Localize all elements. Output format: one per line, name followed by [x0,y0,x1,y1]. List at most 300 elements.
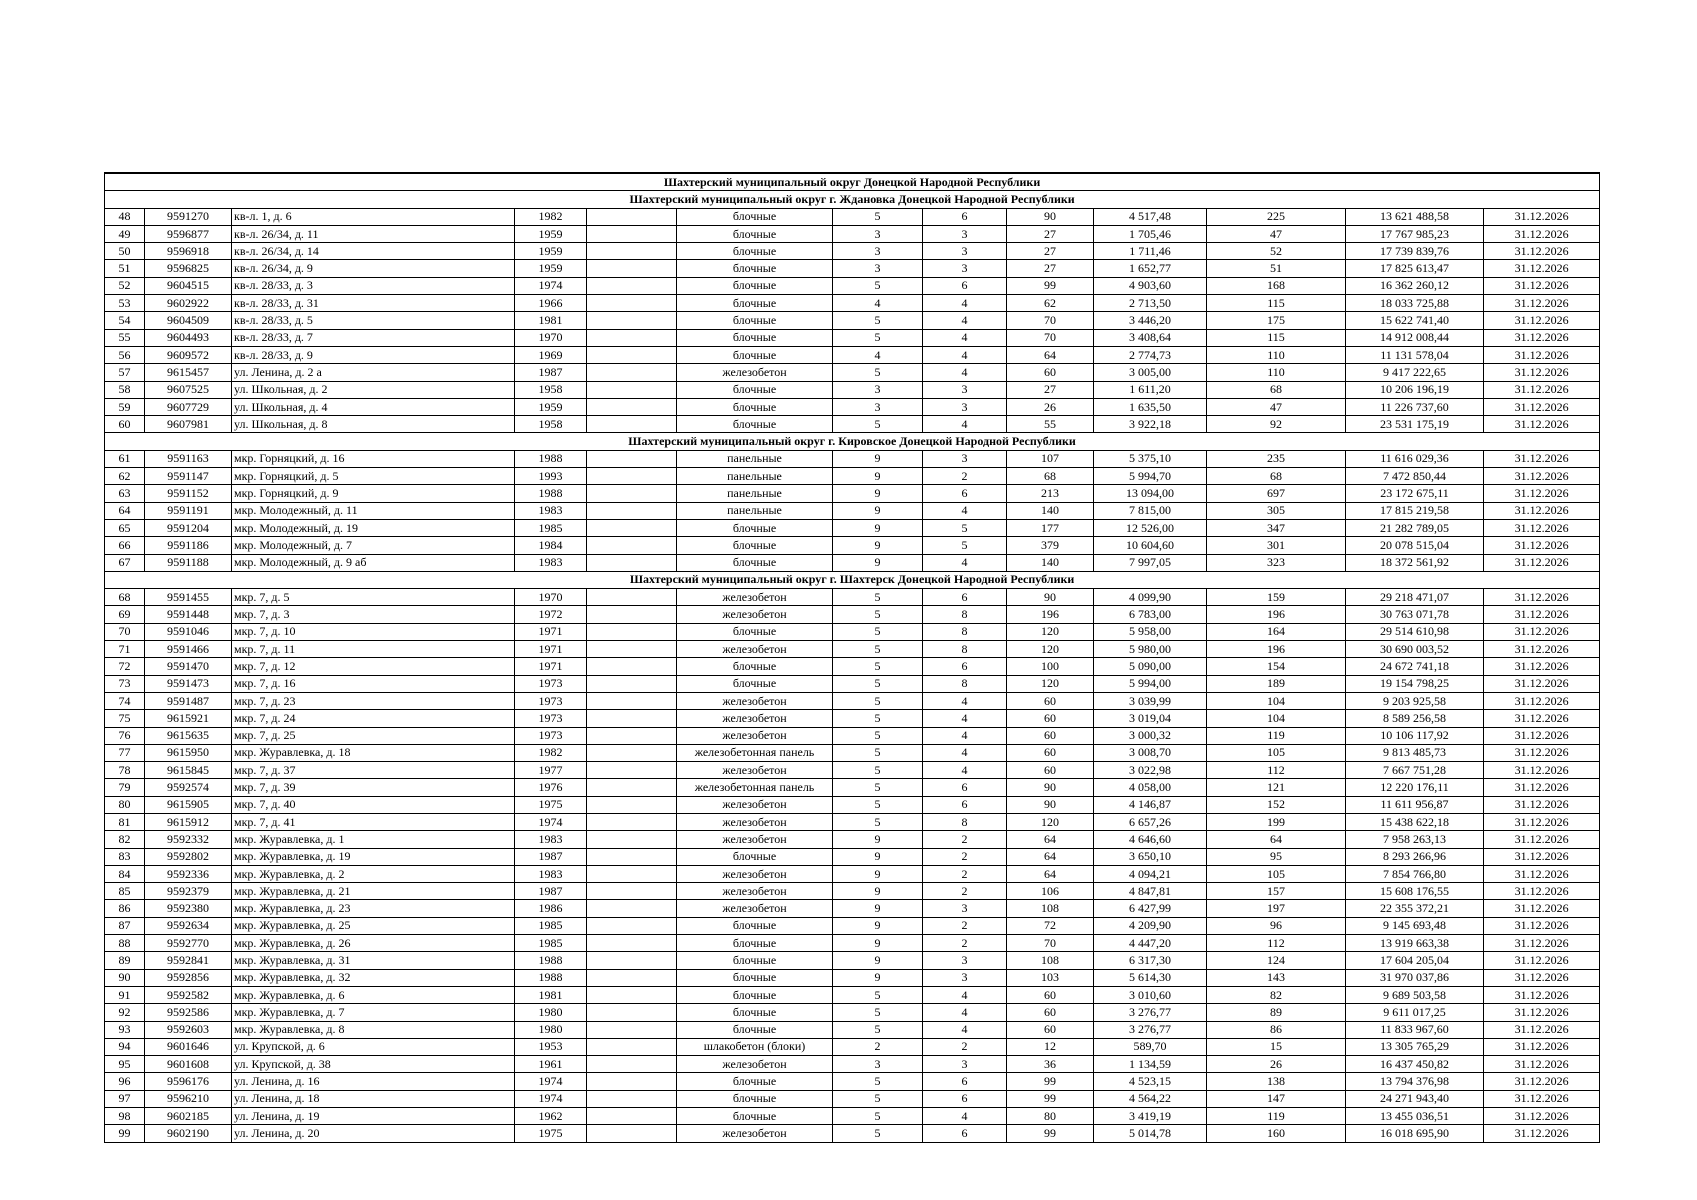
empty-cell-cell [587,865,677,882]
area-cell: 3 008,70 [1094,744,1207,761]
floors-cell: 5 [833,796,923,813]
building-id-cell: 9607525 [145,381,232,398]
area-cell: 5 980,00 [1094,641,1207,658]
deadline-cell: 31.12.2026 [1484,1021,1600,1038]
floors-cell: 3 [833,260,923,277]
area-cell: 2 774,73 [1094,346,1207,363]
wall-material-cell: блочные [677,935,833,952]
entrances-cell: 2 [923,848,1007,865]
year-built-cell: 1959 [515,398,587,415]
building-id-cell: 9615921 [145,710,232,727]
area-cell: 3 922,18 [1094,416,1207,433]
area-cell: 3 276,77 [1094,1004,1207,1021]
year-built-cell: 1962 [515,1108,587,1125]
address-cell: мкр. Молодежный, д. 19 [232,519,515,536]
year-built-cell: 1976 [515,779,587,796]
empty-cell-cell [587,277,677,294]
floors-cell: 5 [833,986,923,1003]
wall-material-cell: железобетон [677,606,833,623]
year-built-cell: 1973 [515,727,587,744]
floors-cell: 5 [833,744,923,761]
cost-cell: 11 833 967,60 [1346,1021,1484,1038]
year-built-cell: 1958 [515,416,587,433]
residents-cell: 157 [1207,883,1346,900]
empty-cell-cell [587,1021,677,1038]
wall-material-cell: панельные [677,468,833,485]
year-built-cell: 1974 [515,1073,587,1090]
address-cell: ул. Школьная, д. 2 [232,381,515,398]
cost-cell: 11 131 578,04 [1346,346,1484,363]
wall-material-cell: блочные [677,260,833,277]
cost-cell: 22 355 372,21 [1346,900,1484,917]
table-row [105,710,1600,727]
deadline-cell: 31.12.2026 [1484,917,1600,934]
cost-cell: 9 203 925,58 [1346,692,1484,709]
empty-cell-cell [587,1125,677,1142]
address-cell: мкр. Молодежный, д. 7 [232,537,515,554]
building-id-cell: 9592634 [145,917,232,934]
wall-material-cell: железобетон [677,692,833,709]
row-number-cell: 51 [105,260,145,277]
table-row [105,986,1600,1003]
residents-cell: 112 [1207,935,1346,952]
wall-material-cell: блочные [677,398,833,415]
entrances-cell: 8 [923,675,1007,692]
residents-cell: 225 [1207,208,1346,225]
apartments-cell: 106 [1007,883,1094,900]
building-id-cell: 9592802 [145,848,232,865]
building-id-cell: 9609572 [145,346,232,363]
area-cell: 4 058,00 [1094,779,1207,796]
address-cell: мкр. 7, д. 5 [232,589,515,606]
entrances-cell: 3 [923,243,1007,260]
table-row [105,450,1600,467]
apartments-cell: 120 [1007,623,1094,640]
cost-cell: 11 616 029,36 [1346,450,1484,467]
building-id-cell: 9615912 [145,813,232,830]
residents-cell: 175 [1207,312,1346,329]
deadline-cell: 31.12.2026 [1484,675,1600,692]
wall-material-cell: блочные [677,986,833,1003]
entrances-cell: 4 [923,1021,1007,1038]
address-cell: ул. Крупской, д. 6 [232,1038,515,1055]
empty-cell-cell [587,537,677,554]
floors-cell: 5 [833,1004,923,1021]
row-number-cell: 55 [105,329,145,346]
table-row [105,554,1600,571]
area-cell: 4 447,20 [1094,935,1207,952]
entrances-cell: 5 [923,519,1007,536]
building-id-cell: 9601608 [145,1056,232,1073]
building-id-cell: 9592336 [145,865,232,882]
year-built-cell: 1971 [515,658,587,675]
row-number-cell: 91 [105,986,145,1003]
entrances-cell: 2 [923,1038,1007,1055]
apartments-cell: 70 [1007,935,1094,952]
building-id-cell: 9596210 [145,1090,232,1107]
table-row [105,641,1600,658]
empty-cell-cell [587,727,677,744]
floors-cell: 3 [833,243,923,260]
row-number-cell: 88 [105,935,145,952]
residents-cell: 26 [1207,1056,1346,1073]
apartments-cell: 90 [1007,779,1094,796]
area-cell: 3 010,60 [1094,986,1207,1003]
year-built-cell: 1970 [515,589,587,606]
empty-cell-cell [587,1056,677,1073]
apartments-cell: 70 [1007,312,1094,329]
table-row [105,1108,1600,1125]
apartments-cell: 27 [1007,243,1094,260]
area-cell: 6 783,00 [1094,606,1207,623]
row-number-cell: 84 [105,865,145,882]
table-row [105,1004,1600,1021]
deadline-cell: 31.12.2026 [1484,744,1600,761]
table-row [105,225,1600,242]
residents-cell: 124 [1207,952,1346,969]
year-built-cell: 1982 [515,208,587,225]
row-number-cell: 80 [105,796,145,813]
apartments-cell: 108 [1007,900,1094,917]
building-id-cell: 9601646 [145,1038,232,1055]
entrances-cell: 4 [923,710,1007,727]
floors-cell: 5 [833,658,923,675]
empty-cell-cell [587,398,677,415]
entrances-cell: 3 [923,260,1007,277]
deadline-cell: 31.12.2026 [1484,779,1600,796]
entrances-cell: 3 [923,381,1007,398]
area-cell: 12 526,00 [1094,519,1207,536]
apartments-cell: 120 [1007,813,1094,830]
residents-cell: 112 [1207,762,1346,779]
empty-cell-cell [587,243,677,260]
area-cell: 5 958,00 [1094,623,1207,640]
row-number-cell: 79 [105,779,145,796]
deadline-cell: 31.12.2026 [1484,346,1600,363]
year-built-cell: 1983 [515,865,587,882]
empty-cell-cell [587,1108,677,1125]
empty-cell-cell [587,641,677,658]
building-id-cell: 9591046 [145,623,232,640]
empty-cell-cell [587,692,677,709]
table-row [105,295,1600,312]
year-built-cell: 1985 [515,917,587,934]
year-built-cell: 1984 [515,537,587,554]
empty-cell-cell [587,900,677,917]
residents-cell: 347 [1207,519,1346,536]
cost-cell: 17 739 839,76 [1346,243,1484,260]
building-id-cell: 9591270 [145,208,232,225]
entrances-cell: 6 [923,1073,1007,1090]
apartments-cell: 107 [1007,450,1094,467]
row-number-cell: 85 [105,883,145,900]
deadline-cell: 31.12.2026 [1484,900,1600,917]
cost-cell: 13 305 765,29 [1346,1038,1484,1055]
floors-cell: 9 [833,883,923,900]
empty-cell-cell [587,208,677,225]
deadline-cell: 31.12.2026 [1484,831,1600,848]
deadline-cell: 31.12.2026 [1484,398,1600,415]
wall-material-cell: блочные [677,969,833,986]
building-id-cell: 9592841 [145,952,232,969]
residents-cell: 143 [1207,969,1346,986]
deadline-cell: 31.12.2026 [1484,225,1600,242]
apartments-cell: 80 [1007,1108,1094,1125]
cost-cell: 9 813 485,73 [1346,744,1484,761]
wall-material-cell: шлакобетон (блоки) [677,1038,833,1055]
address-cell: мкр. 7, д. 3 [232,606,515,623]
area-cell: 3 276,77 [1094,1021,1207,1038]
entrances-cell: 4 [923,727,1007,744]
row-number-cell: 97 [105,1090,145,1107]
address-cell: мкр. 7, д. 12 [232,658,515,675]
year-built-cell: 1971 [515,623,587,640]
address-cell: мкр. 7, д. 10 [232,623,515,640]
row-number-cell: 50 [105,243,145,260]
deadline-cell: 31.12.2026 [1484,692,1600,709]
cost-cell: 7 667 751,28 [1346,762,1484,779]
year-built-cell: 1987 [515,883,587,900]
floors-cell: 5 [833,1108,923,1125]
deadline-cell: 31.12.2026 [1484,589,1600,606]
floors-cell: 9 [833,917,923,934]
address-cell: мкр. 7, д. 40 [232,796,515,813]
table-row [105,623,1600,640]
year-built-cell: 1986 [515,900,587,917]
table-row [105,243,1600,260]
row-number-cell: 58 [105,381,145,398]
address-cell: ул. Крупской, д. 38 [232,1056,515,1073]
area-cell: 4 646,60 [1094,831,1207,848]
table-row [105,312,1600,329]
empty-cell-cell [587,502,677,519]
row-number-cell: 66 [105,537,145,554]
deadline-cell: 31.12.2026 [1484,883,1600,900]
cost-cell: 9 689 503,58 [1346,986,1484,1003]
apartments-cell: 60 [1007,727,1094,744]
wall-material-cell: блочные [677,917,833,934]
table-row [105,1090,1600,1107]
year-built-cell: 1961 [515,1056,587,1073]
row-number-cell: 56 [105,346,145,363]
cost-cell: 29 218 471,07 [1346,589,1484,606]
address-cell: мкр. Журавлевка, д. 19 [232,848,515,865]
address-cell: мкр. Журавлевка, д. 25 [232,917,515,934]
empty-cell-cell [587,917,677,934]
cost-cell: 10 106 117,92 [1346,727,1484,744]
table-row [105,658,1600,675]
empty-cell-cell [587,813,677,830]
table-row [105,606,1600,623]
area-cell: 13 094,00 [1094,485,1207,502]
year-built-cell: 1987 [515,364,587,381]
floors-cell: 4 [833,346,923,363]
row-number-cell: 48 [105,208,145,225]
wall-material-cell: блочные [677,243,833,260]
residents-cell: 86 [1207,1021,1346,1038]
area-cell: 4 094,21 [1094,865,1207,882]
residents-cell: 168 [1207,277,1346,294]
deadline-cell: 31.12.2026 [1484,813,1600,830]
area-cell: 4 847,81 [1094,883,1207,900]
deadline-cell: 31.12.2026 [1484,468,1600,485]
building-id-cell: 9592574 [145,779,232,796]
table-row [105,1038,1600,1055]
entrances-cell: 4 [923,346,1007,363]
entrances-cell: 4 [923,762,1007,779]
building-id-cell: 9591188 [145,554,232,571]
address-cell: мкр. Журавлевка, д. 6 [232,986,515,1003]
wall-material-cell: железобетон [677,364,833,381]
row-number-cell: 94 [105,1038,145,1055]
apartments-cell: 55 [1007,416,1094,433]
wall-material-cell: панельные [677,502,833,519]
wall-material-cell: железобетон [677,1056,833,1073]
address-cell: ул. Школьная, д. 4 [232,398,515,415]
address-cell: кв-л. 1, д. 6 [232,208,515,225]
entrances-cell: 4 [923,986,1007,1003]
cost-cell: 17 815 219,58 [1346,502,1484,519]
residents-cell: 121 [1207,779,1346,796]
row-number-cell: 68 [105,589,145,606]
entrances-cell: 4 [923,502,1007,519]
apartments-cell: 72 [1007,917,1094,934]
floors-cell: 9 [833,865,923,882]
residents-cell: 110 [1207,364,1346,381]
apartments-cell: 60 [1007,744,1094,761]
cost-cell: 12 220 176,11 [1346,779,1484,796]
apartments-cell: 108 [1007,952,1094,969]
cost-cell: 16 362 260,12 [1346,277,1484,294]
empty-cell-cell [587,1004,677,1021]
area-cell: 5 994,00 [1094,675,1207,692]
building-id-cell: 9602185 [145,1108,232,1125]
residents-cell: 52 [1207,243,1346,260]
row-number-cell: 54 [105,312,145,329]
entrances-cell: 2 [923,917,1007,934]
deadline-cell: 31.12.2026 [1484,762,1600,779]
apartments-cell: 27 [1007,260,1094,277]
apartments-cell: 64 [1007,848,1094,865]
table-row [105,675,1600,692]
year-built-cell: 1971 [515,641,587,658]
apartments-cell: 90 [1007,796,1094,813]
wall-material-cell: блочные [677,346,833,363]
area-cell: 4 099,90 [1094,589,1207,606]
row-number-cell: 76 [105,727,145,744]
year-built-cell: 1983 [515,502,587,519]
cost-cell: 7 958 263,13 [1346,831,1484,848]
building-id-cell: 9592332 [145,831,232,848]
cost-cell: 10 206 196,19 [1346,381,1484,398]
year-built-cell: 1980 [515,1021,587,1038]
building-id-cell: 9591466 [145,641,232,658]
year-built-cell: 1973 [515,692,587,709]
building-id-cell: 9591191 [145,502,232,519]
row-number-cell: 62 [105,468,145,485]
row-number-cell: 77 [105,744,145,761]
building-id-cell: 9591470 [145,658,232,675]
row-number-cell: 75 [105,710,145,727]
address-cell: мкр. 7, д. 39 [232,779,515,796]
entrances-cell: 6 [923,589,1007,606]
entrances-cell: 4 [923,329,1007,346]
area-cell: 7 815,00 [1094,502,1207,519]
residents-cell: 47 [1207,398,1346,415]
empty-cell-cell [587,796,677,813]
floors-cell: 9 [833,848,923,865]
floors-cell: 5 [833,641,923,658]
table-row [105,416,1600,433]
entrances-cell: 8 [923,641,1007,658]
floors-cell: 2 [833,1038,923,1055]
empty-cell-cell [587,381,677,398]
cost-cell: 19 154 798,25 [1346,675,1484,692]
floors-cell: 5 [833,1073,923,1090]
floors-cell: 5 [833,675,923,692]
deadline-cell: 31.12.2026 [1484,986,1600,1003]
apartments-cell: 60 [1007,364,1094,381]
apartments-cell: 90 [1007,208,1094,225]
year-built-cell: 1988 [515,450,587,467]
year-built-cell: 1974 [515,277,587,294]
wall-material-cell: блочные [677,277,833,294]
entrances-cell: 8 [923,813,1007,830]
apartments-cell: 12 [1007,1038,1094,1055]
address-cell: ул. Ленина, д. 19 [232,1108,515,1125]
table-row [105,883,1600,900]
year-built-cell: 1969 [515,346,587,363]
entrances-cell: 3 [923,450,1007,467]
floors-cell: 9 [833,900,923,917]
row-number-cell: 59 [105,398,145,415]
floors-cell: 5 [833,277,923,294]
cost-cell: 20 078 515,04 [1346,537,1484,554]
floors-cell: 9 [833,831,923,848]
table-row [105,589,1600,606]
entrances-cell: 3 [923,1056,1007,1073]
apartments-cell: 213 [1007,485,1094,502]
cost-cell: 17 825 613,47 [1346,260,1484,277]
floors-cell: 9 [833,468,923,485]
residents-cell: 47 [1207,225,1346,242]
residents-cell: 159 [1207,589,1346,606]
empty-cell-cell [587,519,677,536]
residents-cell: 160 [1207,1125,1346,1142]
building-id-cell: 9602190 [145,1125,232,1142]
wall-material-cell: железобетон [677,589,833,606]
empty-cell-cell [587,295,677,312]
row-number-cell: 81 [105,813,145,830]
floors-cell: 9 [833,935,923,952]
building-id-cell: 9592603 [145,1021,232,1038]
row-number-cell: 71 [105,641,145,658]
address-cell: ул. Ленина, д. 20 [232,1125,515,1142]
row-number-cell: 72 [105,658,145,675]
floors-cell: 5 [833,364,923,381]
section-header-row [105,191,1600,208]
year-built-cell: 1987 [515,848,587,865]
year-built-cell: 1985 [515,935,587,952]
empty-cell-cell [587,416,677,433]
residents-cell: 51 [1207,260,1346,277]
address-cell: мкр. Журавлевка, д. 21 [232,883,515,900]
apartments-cell: 140 [1007,554,1094,571]
deadline-cell: 31.12.2026 [1484,606,1600,623]
address-cell: мкр. 7, д. 25 [232,727,515,744]
apartments-cell: 196 [1007,606,1094,623]
row-number-cell: 61 [105,450,145,467]
